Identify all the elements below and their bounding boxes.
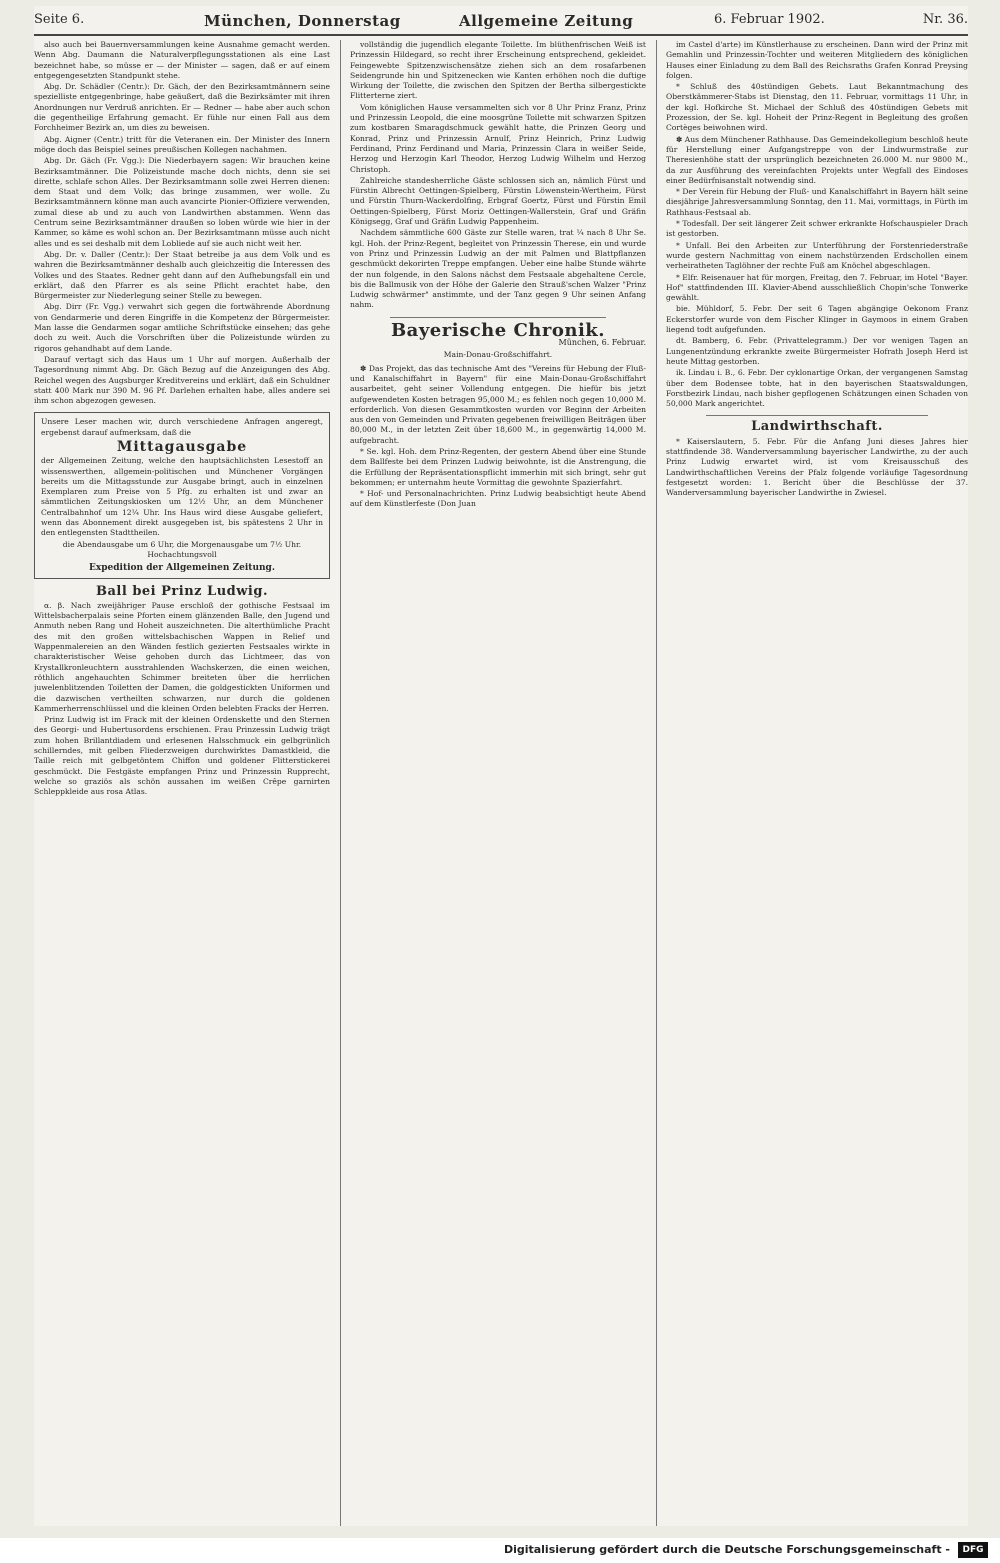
place-day: München, Donnerstag <box>204 12 401 30</box>
column-3 <box>666 40 968 1526</box>
section-separator <box>390 317 606 318</box>
column-2 <box>350 40 646 1526</box>
chronik-dateline: München, 6. Februar. <box>558 338 646 348</box>
article-paragraph: * Se. kgl. Hoh. dem Prinz-Regenten, der gestern Abend über eine Stunde dem Ballfeste bei dem Prinzen Ludwig beiwohnte, ist die Anstrengung, die die Erfüllung der Repräsentationspflicht immerhin mit sich bringt, sehr gut bekommen; er unternahm heute Vormittag die gewohnte Spazierfahrt. <box>350 446 646 487</box>
column-1 <box>34 40 330 1526</box>
issue-date: 6. Februar 1902. <box>714 12 825 27</box>
digitization-footer <box>0 1538 1000 1563</box>
notice-intro: Unsere Leser machen wir, durch verschiedene Anfragen angeregt, ergebenst darauf aufmerksam, daß die <box>41 417 323 437</box>
article-paragraph: ✽ Das Projekt, das das technische Amt des "Vereins für Hebung der Fluß- und Kanalschiffahrt in Bayern" für eine Main-Donau-Großschiffahrt ausarbeitet, geht seiner Vollendung entgegen. Die hiefür bis jetzt aufgewendeten Kosten betragen 95,000 M.; es fehlen noch gegen 10,000 M. erforderlich. Von diesen Gesammtkosten wurden vor Beginn der Arbeiten aus den von Gemeinden und Privaten gegebenen freiwilligen Beiträgen über 80,000 M., in der letzten Zeit über 18,600 M., in gegenwärtig 14,000 M. aufgebracht. <box>350 363 646 445</box>
article-paragraph: im Castel d'arte) im Künstlerhause zu erscheinen. Dann wird der Prinz mit Gemahlin und Prinzessin-Tochter und weiteren Mitgliedern des königlichen Hauses einer Einladung zu dem Ball des Reichsraths Grafen Konrad Preysing folgen. <box>666 40 968 80</box>
article-paragraph: * Elfr. Reisenauer hat für morgen, Freitag, den 7. Februar, im Hotel "Bayer. Hof" stattfindenden III. Klavier-Abend ausschließlich Chopin'sche Tonwerke gewählt. <box>666 272 968 303</box>
article-paragraph: Abg. Dr. v. Daller (Centr.): Der Staat betreibe ja aus dem Volk und es wahren die Bezirksamtmänner deshalb auch gleichzeitig die Interessen des Volkes und des Staates. Redner geht dann auf den Aufhebungsfall ein und erklärt, daß den Pfarrer es als seine Pflicht erachtet habe, den Bürgermeister zur Niederlegung seiner Stelle zu bewegen. <box>34 249 330 301</box>
section-separator <box>706 415 928 416</box>
article-paragraph: * Todesfall. Der seit längerer Zeit schwer erkrankte Hofschauspieler Drach ist gestorben. <box>666 219 968 239</box>
article-paragraph: * Schluß des 40stündigen Gebets. Laut Bekanntmachung des Oberstkämmerer-Stabs ist Dienstag, den 11. Februar, vormittags 11 Uhr, in der kgl. Hofkirche St. Michael der Schluß des 40stündigen Gebets mit Prozession, der Se. kgl. Hoheit der Prinz-Regent in Begleitung des großen Cortèges beiwohnen wird. <box>666 82 968 133</box>
article-paragraph: Abg. Dr. Schädler (Centr.): Dr. Gäch, der den Bezirksamtmännern seine spezielliste entgegenbringe, habe geäußert, daß die Bezirksämter mit ihren Anordnungen nur Verdruß anrichten. Er — Redner — habe aber auch schon die gegentheilige Erfahrung gemacht. Er fühle nur einen Fall aus dem Forchheimer Bezirk an, um dies zu beweisen. <box>34 82 330 133</box>
article-paragraph: dt. Bamberg, 6. Febr. (Privattelegramm.) Der vor wenigen Tagen an Lungenentzündung erkrankte zweite Bürgermeister Hofrath Joseph Herd ist heute Mittag gestorben. <box>666 336 968 366</box>
article-paragraph: also auch bei Bauernversammlungen keine Ausnahme gemacht werden. Wenn Abg. Daumann die Naturalverpflegungsstationen als eine Last bezeichnet habe, so müsse er — der Minister — sagen, daß er auf einem entgegengesetzten Standpunkt stehe. <box>34 40 330 80</box>
newspaper-title: Allgemeine Zeitung <box>459 12 634 30</box>
landwirthschaft-heading: Landwirthschaft. <box>751 419 883 435</box>
article-paragraph: Darauf vertagt sich das Haus um 1 Uhr auf morgen. Außerhalb der Tagesordnung nimmt Abg. Dr. Gäch Bezug auf die Anzeigungen des Abg. Reichel wegen des Augsburger Kreditvereins und erklärt, daß ein Schuldner statt 400 Mark nur 390 M. 96 Pf. Darlehen erhalten habe, alles andere sei ihm schon abgezogen gewesen. <box>34 354 330 406</box>
article-paragraph: ik. Lindau i. B., 6. Febr. Der cyklonartige Orkan, der vergangenen Samstag über dem Bodensee tobte, hat in den bayerischen Staatswaldungen, Forstbezirk Lindau, nach bisher gepflogenen Schätzungen einen Schaden von 50,000 Mark angerichtet. <box>666 368 968 409</box>
article-paragraph: Abg. Dr. Gäch (Fr. Vgg.): Die Niederbayern sagen: Wir brauchen keine Bezirksamtmänner. Die Polizeistunde mache doch nichts, denn sie sei dirette, schlafe schon Alles. Der Bezirksamtmann solle zwei Herren dienen: dem Staat und dem Volk; das bringe zusammen, wer wolle. Zu Bezirksamtmännern könne man auch avancirte Pionier-Offiziere verwenden, zumal diese ab und zu auch von Landwirthen abstammen. Wenn das Centrum seine Bezirksamtmänner draußen so loben würde wie hier in der Kammer, so käme es wohl schon an. Der Bezirksamtmann müsse auch nicht alles und es sei deshalb mit dem Lobliede auf sie auch nicht weit her. <box>34 156 330 248</box>
article-paragraph: * Der Verein für Hebung der Fluß- und Kanalschiffahrt in Bayern hält seine diesjährige Jahresversammlung Sonntag, den 11. Mai, vormittags, in Fürth im Rathhaus-Festsaal ab. <box>666 187 968 217</box>
notice-times: die Abendausgabe um 6 Uhr, die Morgenausgabe um 7½ Uhr. <box>62 539 302 549</box>
article-paragraph: bie. Mühldorf, 5. Febr. Der seit 6 Tagen abgängige Oekonom Franz Eckerstorfer wurde von dem Fischer Klinger in Gaymoos in einem Graben liegend todt aufgefunden. <box>666 304 968 335</box>
notice-signature: Expedition der Allgemeinen Zeitung. <box>89 563 275 574</box>
notice-body: der Allgemeinen Zeitung, welche den hauptsächlichsten Lesestoff an wissenswerthen, allgemein-politischen und Münchener Vorgängen bereits um die Mittagsstunde zur Ausgabe bringt, auch in einzelnen Exemplaren zum Preise von 5 Pfg. zu erhalten ist und zwar an sämmtlichen Zeitungskiosken um 12½ Uhr, an dem Münchener Centralbahnhof um 12¼ Uhr. Ins Haus wird diese Ausgabe geliefert, wenn das Abonnement direkt ausgegeben ist, bis spätestens 2 Uhr in den entlegensten Stadttheilen. <box>41 456 323 538</box>
article-paragraph: vollständig die jugendlich elegante Toilette. Im blüthenfrischen Weiß ist Prinzessin Hildegard, so recht ihrer Erscheinung entsprechend, gekleidet. Feingewebte Spitzenzwischensätze ziehen sich an dem rosafarbenen Seidengrunde hin und Spitzenecken wie Kanten erhöhen noch die duftige Wirkung der Toilette, die zwischen den Spitzen der Bertha silbergestickte Flitterterne ziert. <box>350 40 646 101</box>
article-paragraph: Vom königlichen Hause versammelten sich vor 8 Uhr Prinz Franz, Prinz und Prinzessin Leopold, die eine moosgrüne Toilette mit schwarzen Spitzen zum kostbaren Smaragdschmuck gewählt hatte, die Prinzen Georg und Konrad, Prinz und Prinzessin Arnulf, Prinz Heinrich, Prinz Ludwig Ferdinand, Prinz Ferdinand und Maria, Prinzessin Clara in weißer Seide, Herzog und Herzogin Karl Theodor, Herzog Ludwig Wilhelm und Herzog Christoph. <box>350 102 646 174</box>
mittagausgabe-notice <box>34 412 330 578</box>
masthead <box>34 6 968 36</box>
footer-credit: Digitalisierung gefördert durch die Deutsche Forschungsgemeinschaft - <box>503 1543 950 1556</box>
article-paragraph: * Kaiserslautern, 5. Febr. Für die Anfang Juni dieses Jahres hier stattfindende 38. Wanderversammlung bayerischer Landwirthe, zu der auch Prinz Ludwig erwartet wird, ist vom Kreisausschuß des Landwirthschaftlichen Vereins der Pfalz folgende vorläufige Tagesordnung festgesetzt worden: 1. Bericht über die Beschlüsse der 37. Wanderversammlung bayerischer Landwirthe in Zwiesel. <box>666 436 968 498</box>
column-rule <box>340 40 341 1526</box>
article-paragraph: α. β. Nach zweijähriger Pause erschloß der gothische Festsaal im Wittelsbacherpalais seine Pforten einem glänzenden Balle, den Jugend und Anmuth neben Rang und Hoheit auszeichneten. Die alterthümliche Pracht des mit den großen wittelsbachischen Wappen in Relief und Wappenmalereien an den Wänden festlich gezierten Festsaales wirkte in charakteristischer Weise gehoben durch das Lichtmeer, das von Krystallkronleuchtern ausstrahlenden Wachskerzen, die einen weichen, röthlich angehauchten Schimmer breiteten über die herrlichen juwelenblitzenden Toiletten der Damen, die goldgestickten Uniformen und die dazwischen vertheilten schwarzen, nur durch die goldenen Kammerherrenschlüssel und die kleinen Orden belebten Fracks der Herren. <box>34 600 330 713</box>
article-paragraph: Nachdem sämmtliche 600 Gäste zur Stelle waren, trat ¼ nach 8 Uhr Se. kgl. Hoh. der Prinz-Regent, begleitet von Prinzessin Therese, ein und wurde von Prinz und Prinzessin Ludwig an der mit Palmen und Blattpflanzen geschmückt dekorirten Treppe empfangen. Ueber eine halbe Stunde währte der nun folgende, in den Salons nächst dem Festsaale abgehaltene Cercle, bis die Ballmusik von der Höhe der Galerie den Strauß'schen Walzer "Prinz Ludwig schwärmer" anstimmte, und der Tanz gegen 9 Uhr seinen Anfang nahm. <box>350 228 646 310</box>
article-paragraph: Prinz Ludwig ist im Frack mit der kleinen Ordenskette und den Sternen des Georgi- und Hubertusordens erschienen. Frau Prinzessin Ludwig trägt zum hohen Brillantdiadem und erlesenen Halsschmuck ein gelbgrünlich schillerndes, mit gelben Fliederzweigen durchwirktes Damastkleid, die Taille reich mit gelbgetöntem Chiffon und goldener Flitterstickerei geschmückt. Die Festgäste empfangen Prinz und Prinzessin Rupprecht, welche so graziös als schön aussahen im weißen Crêpe garnirten Schleppkleide aus rosa Atlas. <box>34 715 330 797</box>
notice-closing: Hochachtungsvoll <box>147 549 217 559</box>
dfg-logo: DFG <box>958 1542 988 1558</box>
article-paragraph: Abg. Aigner (Centr.) tritt für die Veteranen ein. Der Minister des Innern möge doch das Beispiel seines preußischen Kollegen nachahmen. <box>34 134 330 154</box>
ball-heading: Ball bei Prinz Ludwig. <box>96 583 268 599</box>
article-paragraph: * Unfall. Bei den Arbeiten zur Unterführung der Forstenriederstraße wurde gestern Nachmittag von einem nachstürzenden Erdschollen einem verheiratheten Taglöhner der rechte Fuß am Knöchel abgeschlagen. <box>666 240 968 271</box>
issue-number: Nr. 36. <box>922 12 968 27</box>
article-paragraph: ✽ Aus dem Münchener Rathhause. Das Gemeindekollegium beschloß heute für Herstellung einer Aufgangstreppe von der Lindwurmstraße zur Theresienhöhe statt der ursprünglich bezeichneten 26.000 M. nur 9800 M., da zur Ausführung des vereinfachten Projekts unter Wegfall des Eindoses einer Bedürfnisanstalt notwendig sind. <box>666 134 968 185</box>
article-paragraph: Zahlreiche standesherrliche Gäste schlossen sich an, nämlich Fürst und Fürstin Albrecht Oettingen-Spielberg, Fürstin Löwenstein-Wertheim, Fürst und Fürstin Thurn-Wackerdolfing, Erbgraf Goertz, Fürst und Fürstin Emil Oettingen-Spielberg, Fürst Moriz Oettingen-Wallerstein, Graf und Gräfin Königsegg, Graf und Gräfin Ludwig Pappenheim. <box>350 175 646 227</box>
chronik-heading: Bayerische Chronik. <box>390 319 606 341</box>
chronik-subheading: Main-Donau-Großschiffahrt. <box>443 350 553 360</box>
page-number: Seite 6. <box>34 12 85 27</box>
notice-title: Mittagausgabe <box>116 438 248 455</box>
column-rule <box>656 40 657 1526</box>
newspaper-page <box>34 6 968 1526</box>
article-paragraph: * Hof- und Personalnachrichten. Prinz Ludwig beabsichtigt heute Abend auf dem Künstlerfeste (Don Juan <box>350 489 646 509</box>
article-paragraph: Abg. Dirr (Fr. Vgg.) verwahrt sich gegen die fortwährende Abordnung von Gendarmerie und deren Eingriffe in die Kompetenz der Bürgermeister. Man lasse die Gendarmen sogar amtliche Schriftstücke einsehen; das gehe doch zu weit. Auch die Vorschriften über die Polizeistunde würden zu rigoros gehandhabt auf dem Lande. <box>34 302 330 353</box>
